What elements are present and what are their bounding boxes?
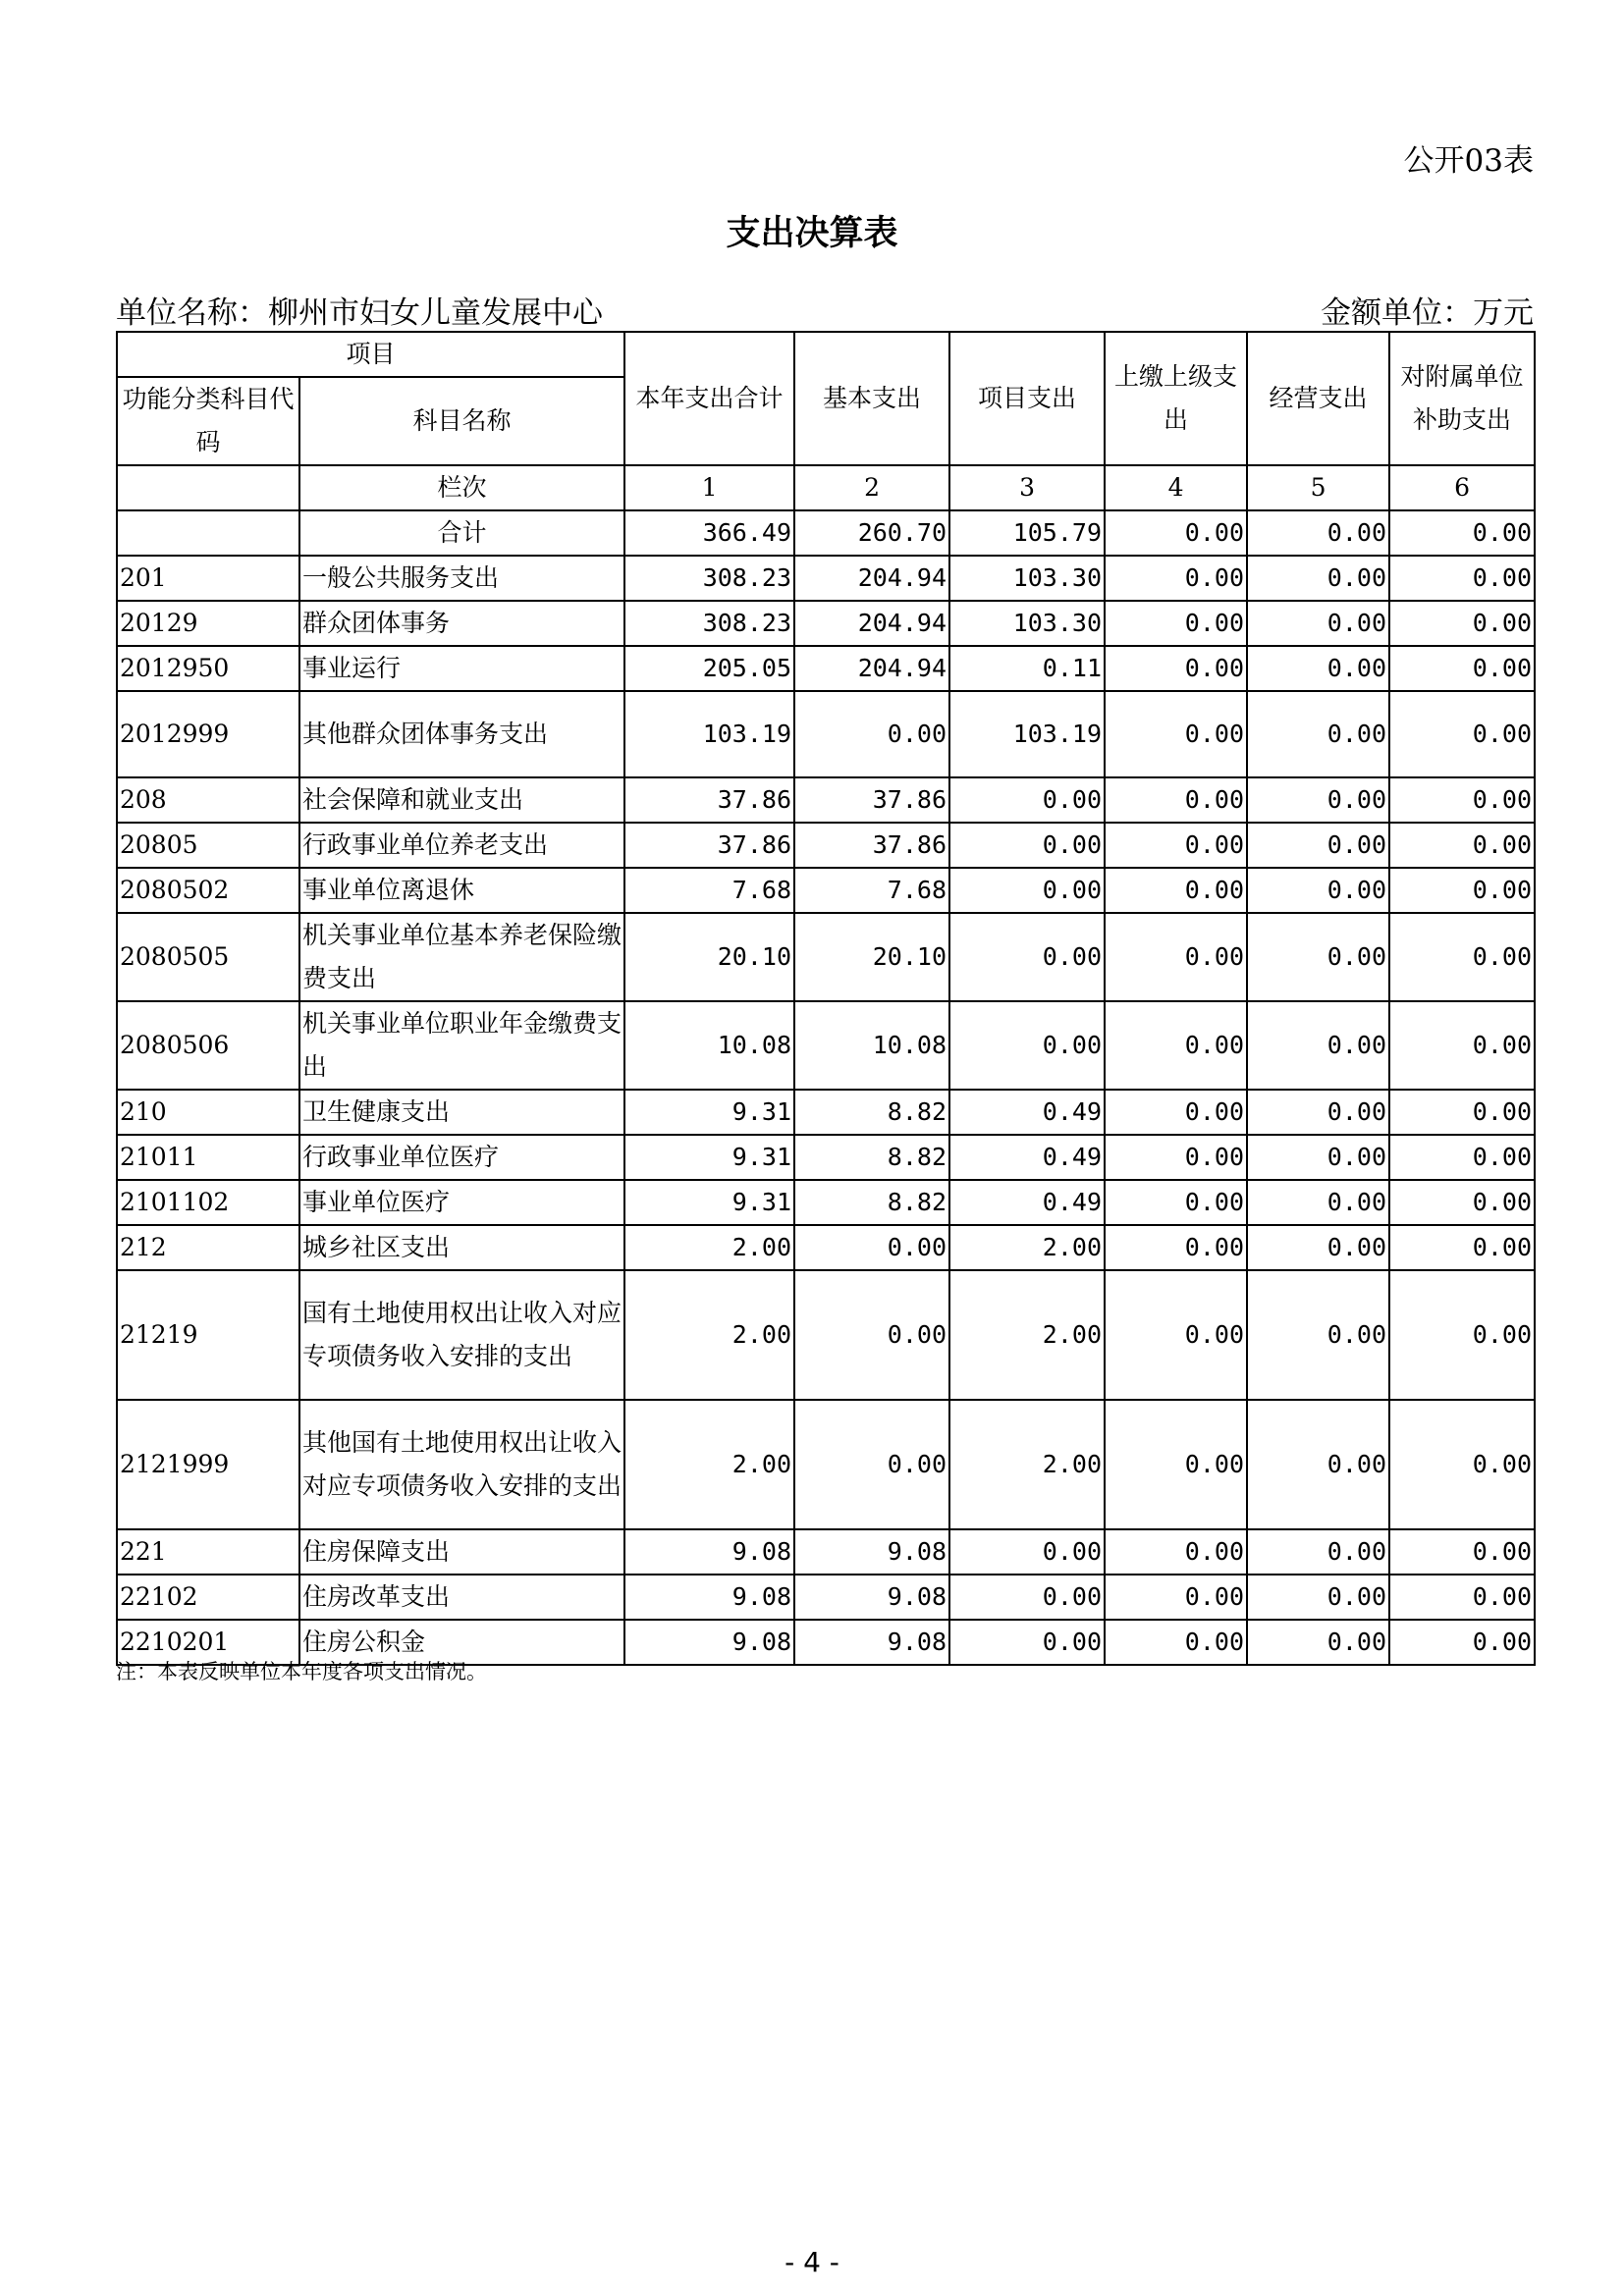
- cell-code: 2080505: [117, 913, 299, 1001]
- header-idx: 2: [794, 465, 949, 510]
- cell-name: 国有土地使用权出让收入对应专项债务收入安排的支出: [299, 1270, 624, 1400]
- cell-value: 37.86: [624, 777, 794, 823]
- cell-value: 0.00: [1105, 777, 1247, 823]
- cell-code: 2012999: [117, 691, 299, 777]
- cell-name: 合计: [299, 510, 624, 556]
- cell-value: 0.00: [1389, 601, 1535, 646]
- cell-code: 20805: [117, 823, 299, 868]
- cell-value: 0.00: [949, 1001, 1105, 1090]
- cell-name: 卫生健康支出: [299, 1090, 624, 1135]
- cell-value: 0.00: [1105, 1001, 1247, 1090]
- cell-value: 204.94: [794, 646, 949, 691]
- cell-value: 0.00: [1247, 1529, 1389, 1575]
- cell-value: 9.31: [624, 1090, 794, 1135]
- cell-value: 0.00: [1389, 1575, 1535, 1620]
- table-row: [117, 1090, 1535, 1135]
- table-row: [117, 1225, 1535, 1270]
- cell-value: 105.79: [949, 510, 1105, 556]
- cell-code: 210: [117, 1090, 299, 1135]
- table-row: [117, 691, 1535, 777]
- cell-value: 8.82: [794, 1090, 949, 1135]
- cell-value: 0.00: [1389, 1135, 1535, 1180]
- cell-value: 0.00: [1389, 646, 1535, 691]
- header-project: 项目: [117, 332, 624, 377]
- cell-value: 2.00: [949, 1400, 1105, 1529]
- header-row-label: 栏次: [299, 465, 624, 510]
- cell-value: 0.00: [949, 913, 1105, 1001]
- cell-name: 其他国有土地使用权出让收入对应专项债务收入安排的支出: [299, 1400, 624, 1529]
- cell-value: 0.00: [1105, 823, 1247, 868]
- cell-value: 0.00: [949, 777, 1105, 823]
- cell-name: 事业运行: [299, 646, 624, 691]
- cell-value: 9.31: [624, 1180, 794, 1225]
- cell-value: 260.70: [794, 510, 949, 556]
- cell-value: 0.00: [1247, 1135, 1389, 1180]
- cell-value: 0.00: [1105, 510, 1247, 556]
- table-row: [117, 1001, 1535, 1090]
- cell-value: 0.00: [1247, 913, 1389, 1001]
- cell-name: 机关事业单位基本养老保险缴费支出: [299, 913, 624, 1001]
- cell-value: 0.00: [1389, 691, 1535, 777]
- cell-value: 0.00: [1247, 868, 1389, 913]
- cell-name: 机关事业单位职业年金缴费支出: [299, 1001, 624, 1090]
- cell-value: 0.00: [1389, 556, 1535, 601]
- cell-value: 0.00: [1105, 1090, 1247, 1135]
- cell-value: 0.49: [949, 1135, 1105, 1180]
- cell-value: 8.82: [794, 1180, 949, 1225]
- cell-code: 2080506: [117, 1001, 299, 1090]
- cell-value: 0.00: [1105, 1575, 1247, 1620]
- cell-value: 0.00: [1247, 556, 1389, 601]
- cell-value: 0.00: [1105, 1180, 1247, 1225]
- cell-value: 204.94: [794, 601, 949, 646]
- cell-name: 事业单位医疗: [299, 1180, 624, 1225]
- cell-value: 0.00: [1105, 601, 1247, 646]
- cell-value: 8.82: [794, 1135, 949, 1180]
- table-row: [117, 868, 1535, 913]
- cell-value: 0.00: [1389, 823, 1535, 868]
- cell-value: 0.00: [794, 1225, 949, 1270]
- header-idx: 3: [949, 465, 1105, 510]
- page-title: 支出决算表: [726, 214, 898, 253]
- cell-name: 行政事业单位医疗: [299, 1135, 624, 1180]
- cell-value: 0.00: [949, 1575, 1105, 1620]
- cell-code: 2101102: [117, 1180, 299, 1225]
- cell-value: 0.00: [949, 823, 1105, 868]
- cell-value: 0.00: [1389, 1225, 1535, 1270]
- table-row: [117, 1135, 1535, 1180]
- unit-name: 单位名称：柳州市妇女儿童发展中心: [116, 295, 603, 331]
- cell-value: 10.08: [794, 1001, 949, 1090]
- cell-value: 0.00: [1389, 777, 1535, 823]
- cell-value: 0.00: [1247, 601, 1389, 646]
- cell-name: 住房改革支出: [299, 1575, 624, 1620]
- cell-code: 2121999: [117, 1400, 299, 1529]
- cell-value: 0.00: [794, 691, 949, 777]
- cell-name: 群众团体事务: [299, 601, 624, 646]
- cell-value: 366.49: [624, 510, 794, 556]
- cell-value: 9.08: [624, 1620, 794, 1665]
- cell-code: 2012950: [117, 646, 299, 691]
- cell-value: 37.86: [794, 777, 949, 823]
- cell-value: 308.23: [624, 601, 794, 646]
- header-col5: 经营支出: [1247, 332, 1389, 465]
- amount-unit: 金额单位：万元: [1321, 295, 1534, 331]
- table-row: [117, 510, 1535, 556]
- cell-value: 2.00: [624, 1225, 794, 1270]
- cell-value: 37.86: [794, 823, 949, 868]
- cell-value: 0.00: [1389, 1620, 1535, 1665]
- cell-name: 社会保障和就业支出: [299, 777, 624, 823]
- cell-value: 9.08: [624, 1575, 794, 1620]
- cell-value: 0.11: [949, 646, 1105, 691]
- cell-value: 0.00: [1105, 868, 1247, 913]
- cell-value: 2.00: [949, 1225, 1105, 1270]
- cell-value: 0.00: [1105, 1225, 1247, 1270]
- cell-value: 0.00: [949, 1620, 1105, 1665]
- cell-value: 0.00: [949, 1529, 1105, 1575]
- header-col2: 基本支出: [794, 332, 949, 465]
- table-row: [117, 1270, 1535, 1400]
- cell-value: 2.00: [624, 1270, 794, 1400]
- cell-value: 9.31: [624, 1135, 794, 1180]
- cell-value: 10.08: [624, 1001, 794, 1090]
- table-row: [117, 1180, 1535, 1225]
- header-code: 功能分类科目代码: [117, 377, 299, 465]
- cell-value: 0.00: [1247, 1400, 1389, 1529]
- table-row: [117, 1575, 1535, 1620]
- cell-value: 9.08: [794, 1575, 949, 1620]
- header-idx: 6: [1389, 465, 1535, 510]
- cell-value: 37.86: [624, 823, 794, 868]
- form-number: 公开03表: [1403, 143, 1534, 179]
- cell-value: 103.19: [949, 691, 1105, 777]
- cell-value: 0.00: [1105, 556, 1247, 601]
- cell-value: 9.08: [624, 1529, 794, 1575]
- header-blank: [117, 465, 299, 510]
- cell-value: 0.00: [794, 1270, 949, 1400]
- cell-name: 其他群众团体事务支出: [299, 691, 624, 777]
- cell-value: 0.00: [1247, 777, 1389, 823]
- table-row: [117, 601, 1535, 646]
- cell-value: 0.49: [949, 1180, 1105, 1225]
- cell-value: 0.00: [1247, 1270, 1389, 1400]
- table-row: [117, 1400, 1535, 1529]
- cell-value: 204.94: [794, 556, 949, 601]
- cell-value: 0.00: [1247, 1001, 1389, 1090]
- cell-value: 9.08: [794, 1620, 949, 1665]
- cell-value: 0.00: [1389, 1001, 1535, 1090]
- cell-code: 20129: [117, 601, 299, 646]
- table-row: [117, 777, 1535, 823]
- page-number: - 4 -: [785, 2246, 839, 2278]
- cell-name: 事业单位离退休: [299, 868, 624, 913]
- cell-value: 0.00: [1389, 1180, 1535, 1225]
- cell-value: 308.23: [624, 556, 794, 601]
- cell-value: 20.10: [794, 913, 949, 1001]
- cell-value: 0.00: [1247, 1225, 1389, 1270]
- cell-value: 7.68: [794, 868, 949, 913]
- cell-value: 20.10: [624, 913, 794, 1001]
- cell-value: 0.00: [1247, 1620, 1389, 1665]
- cell-code: 2080502: [117, 868, 299, 913]
- cell-code: 208: [117, 777, 299, 823]
- table-row: [117, 646, 1535, 691]
- table-note: 注：本表反映单位本年度各项支出情况。: [116, 1660, 487, 1683]
- cell-value: 0.00: [1389, 1270, 1535, 1400]
- header-col3: 项目支出: [949, 332, 1105, 465]
- cell-value: 0.00: [1105, 1529, 1247, 1575]
- cell-value: 0.00: [794, 1400, 949, 1529]
- cell-value: 0.00: [1247, 646, 1389, 691]
- cell-name: 行政事业单位养老支出: [299, 823, 624, 868]
- cell-code: 212: [117, 1225, 299, 1270]
- table-row: [117, 1529, 1535, 1575]
- cell-value: 0.00: [1389, 1090, 1535, 1135]
- cell-value: 0.00: [1247, 823, 1389, 868]
- cell-value: 0.00: [949, 868, 1105, 913]
- cell-value: 2.00: [624, 1400, 794, 1529]
- expenditure-table: [116, 331, 1536, 1666]
- cell-value: 0.00: [1105, 1270, 1247, 1400]
- cell-value: 0.00: [1247, 691, 1389, 777]
- cell-code: 2210201: [117, 1620, 299, 1665]
- cell-value: 0.00: [1105, 1620, 1247, 1665]
- cell-name: 住房保障支出: [299, 1529, 624, 1575]
- cell-value: 103.30: [949, 601, 1105, 646]
- cell-value: 0.00: [1105, 1400, 1247, 1529]
- cell-value: 0.00: [1247, 510, 1389, 556]
- cell-value: 2.00: [949, 1270, 1105, 1400]
- cell-value: 103.19: [624, 691, 794, 777]
- cell-code: 201: [117, 556, 299, 601]
- header-col4: 上缴上级支出: [1105, 332, 1247, 465]
- cell-name: 一般公共服务支出: [299, 556, 624, 601]
- header-col6: 对附属单位补助支出: [1389, 332, 1535, 465]
- cell-value: 0.00: [1389, 510, 1535, 556]
- cell-value: 9.08: [794, 1529, 949, 1575]
- cell-code: [117, 510, 299, 556]
- cell-value: 0.00: [1105, 691, 1247, 777]
- table-row: [117, 823, 1535, 868]
- header-col1: 本年支出合计: [624, 332, 794, 465]
- cell-value: 0.00: [1247, 1180, 1389, 1225]
- table-row: [117, 556, 1535, 601]
- cell-value: 0.49: [949, 1090, 1105, 1135]
- cell-value: 0.00: [1105, 646, 1247, 691]
- header-name: 科目名称: [299, 377, 624, 465]
- cell-value: 103.30: [949, 556, 1105, 601]
- cell-value: 0.00: [1247, 1575, 1389, 1620]
- cell-value: 0.00: [1389, 913, 1535, 1001]
- cell-value: 0.00: [1247, 1090, 1389, 1135]
- cell-value: 0.00: [1389, 1529, 1535, 1575]
- cell-value: 0.00: [1389, 868, 1535, 913]
- cell-name: 住房公积金: [299, 1620, 624, 1665]
- header-idx: 5: [1247, 465, 1389, 510]
- cell-value: 0.00: [1105, 1135, 1247, 1180]
- table-row: [117, 913, 1535, 1001]
- cell-value: 205.05: [624, 646, 794, 691]
- header-idx: 1: [624, 465, 794, 510]
- cell-code: 21011: [117, 1135, 299, 1180]
- cell-value: 0.00: [1389, 1400, 1535, 1529]
- cell-value: 7.68: [624, 868, 794, 913]
- cell-name: 城乡社区支出: [299, 1225, 624, 1270]
- cell-code: 221: [117, 1529, 299, 1575]
- cell-value: 0.00: [1105, 913, 1247, 1001]
- cell-code: 21219: [117, 1270, 299, 1400]
- cell-code: 22102: [117, 1575, 299, 1620]
- header-idx: 4: [1105, 465, 1247, 510]
